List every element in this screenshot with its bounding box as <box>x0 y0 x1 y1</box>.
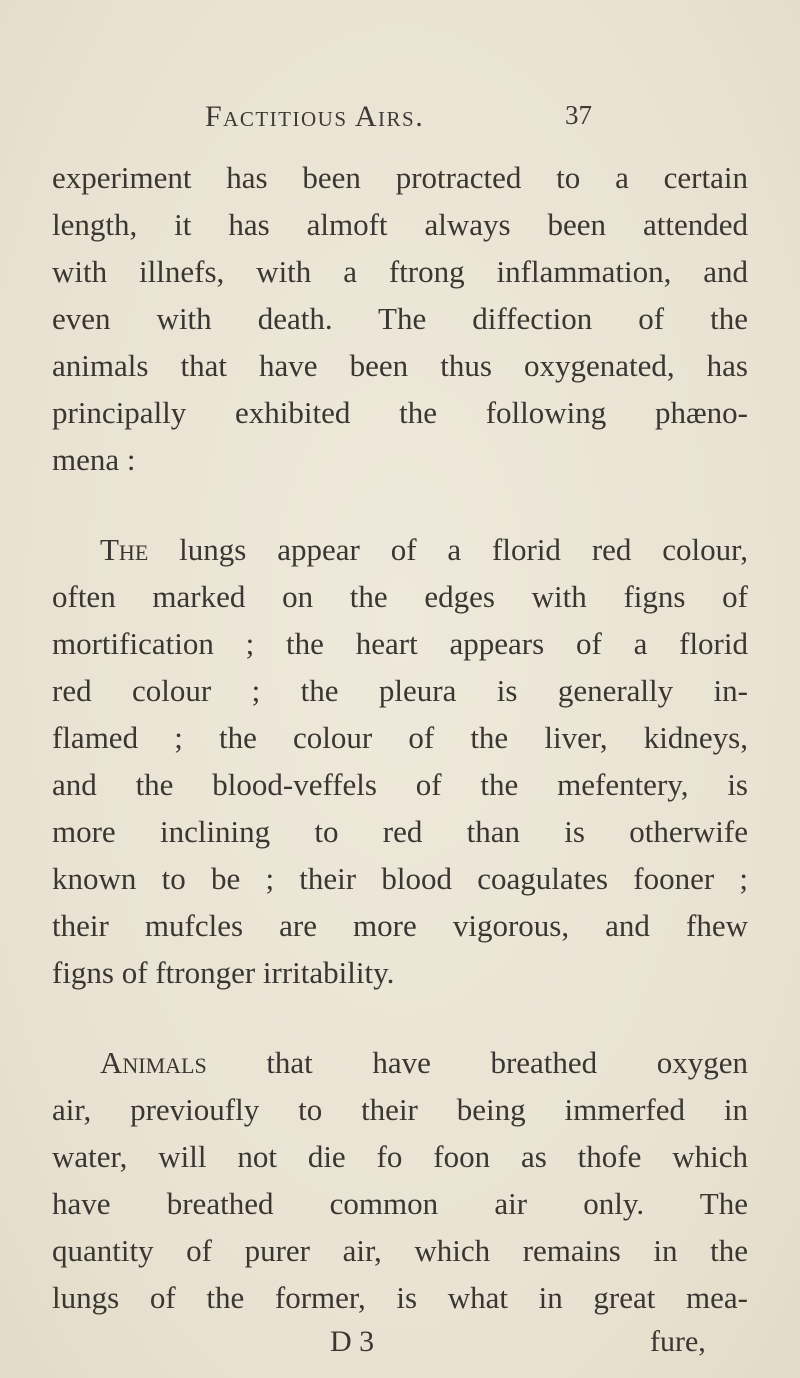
text-line: with illnefs, with a ftrong inflammation, and <box>52 254 748 289</box>
text-line: more inclining to red than is otherwife <box>52 814 748 849</box>
text-line <box>100 1043 748 1083</box>
text-line: red colour ; the pleura is generally in- <box>52 673 748 708</box>
catchword: fure, <box>650 1325 706 1358</box>
paragraph-lead: Animals <box>100 1045 207 1080</box>
text-line: length, it has almoft always been attended <box>52 207 748 242</box>
text-line: even with death. The diffection of the <box>52 301 748 336</box>
paragraph-lead: The <box>100 532 149 567</box>
text-line: water, will not die fo foon as thofe which <box>52 1139 748 1174</box>
text-span: that have breathed oxygen <box>266 1045 748 1080</box>
text-line: flamed ; the colour of the liver, kidneys, <box>52 720 748 755</box>
text-line: animals that have been thus oxygenated, has <box>52 348 748 383</box>
text-line: air, previoufly to their being immerfed in <box>52 1092 748 1127</box>
text-line: lungs of the former, is what in great mea- <box>52 1280 748 1315</box>
running-title: Factitious Airs. <box>205 100 425 133</box>
text-line: their mufcles are more vigorous, and fhew <box>52 908 748 943</box>
text-line: and the blood-veffels of the mefentery, is <box>52 767 748 802</box>
text-span: lungs appear of a florid red colour, <box>179 532 748 567</box>
page-header <box>205 100 605 140</box>
text-line: known to be ; their blood coagulates fooner ; <box>52 861 748 896</box>
text-line: experiment has been protracted to a certain <box>52 160 748 195</box>
text-line: often marked on the edges with figns of <box>52 579 748 614</box>
text-line: have breathed common air only. The <box>52 1186 748 1221</box>
text-line: mena : <box>52 442 136 477</box>
text-line <box>100 530 748 570</box>
signature-mark: D 3 <box>330 1325 375 1358</box>
text-line: quantity of purer air, which remains in the <box>52 1233 748 1268</box>
text-line: figns of ftronger irritability. <box>52 955 395 990</box>
page-number: 37 <box>565 100 592 130</box>
text-line: mortification ; the heart appears of a florid <box>52 626 748 661</box>
text-line: principally exhibited the following phæno- <box>52 395 748 430</box>
